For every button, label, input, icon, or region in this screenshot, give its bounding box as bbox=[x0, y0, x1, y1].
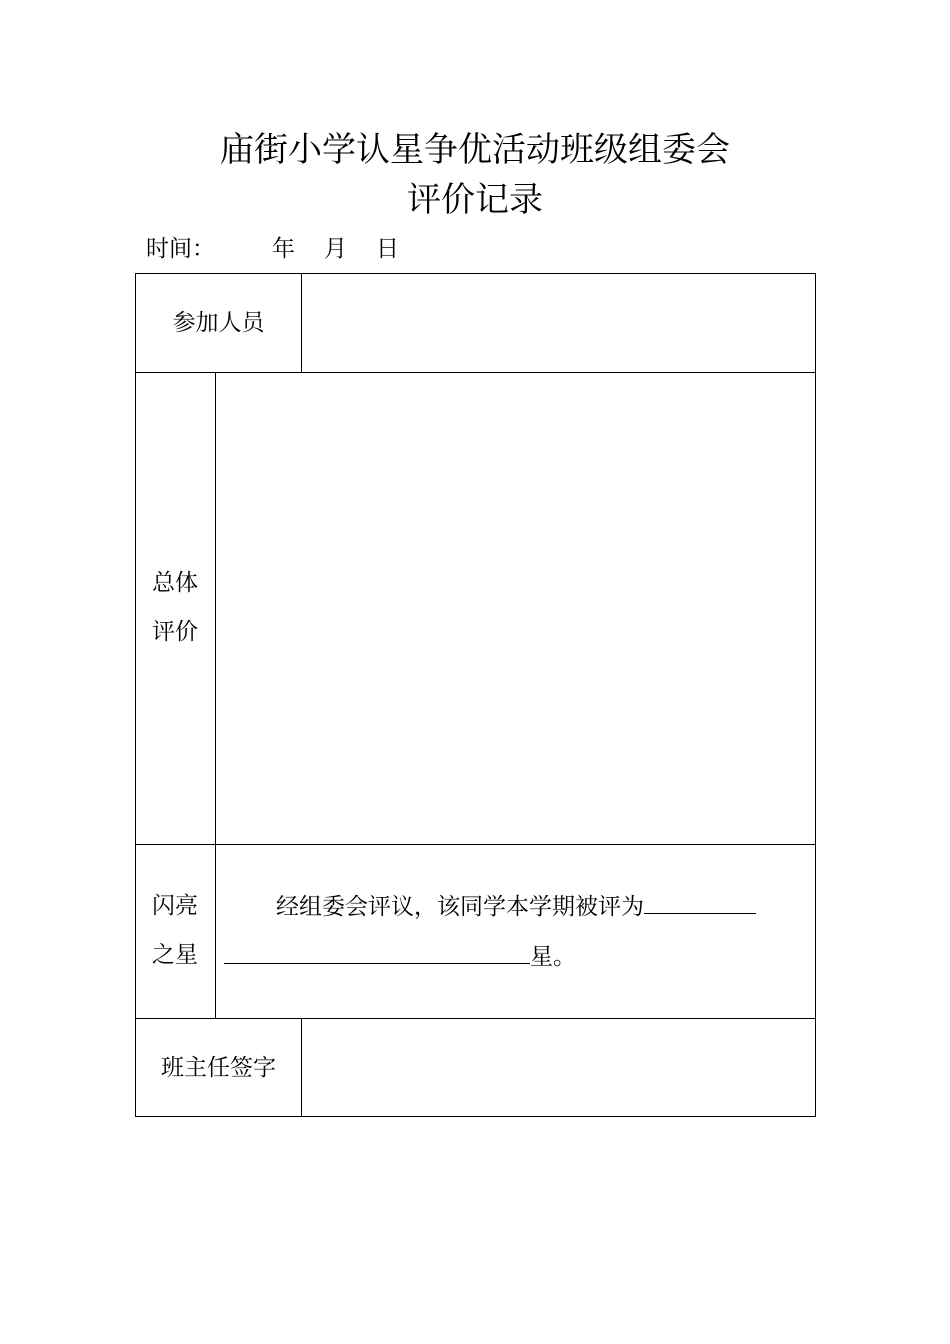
verdict-line-1 bbox=[276, 882, 756, 932]
signature-label: 班主任签字 bbox=[161, 1055, 276, 1081]
date-year-label: 年 bbox=[272, 236, 295, 262]
participants-field[interactable] bbox=[302, 274, 815, 372]
row-divider-2 bbox=[135, 844, 816, 845]
participants-label: 参加人员 bbox=[172, 310, 265, 336]
table-border-right bbox=[815, 273, 816, 1117]
date-month-label: 月 bbox=[324, 236, 347, 262]
overall-evaluation-field[interactable] bbox=[216, 373, 815, 844]
shining-star-label bbox=[135, 882, 215, 980]
document-title: 庙街小学认星争优活动班级组委会 bbox=[220, 130, 730, 170]
verdict-line-2 bbox=[224, 932, 576, 982]
table-border-left bbox=[135, 273, 136, 1117]
star-label-line-1: 闪亮 bbox=[152, 893, 198, 919]
evaluation-form-table bbox=[135, 273, 816, 1117]
verdict-text: 经组委会评议，该同学本学期被评为 bbox=[276, 894, 644, 920]
signature-field[interactable] bbox=[302, 1019, 815, 1116]
star-name-blank-1[interactable] bbox=[644, 883, 756, 914]
date-day-label: 日 bbox=[376, 236, 399, 262]
star-name-blank-2[interactable] bbox=[224, 933, 530, 964]
star-label-line-2: 之星 bbox=[152, 942, 198, 968]
date-label: 时间： bbox=[146, 236, 215, 262]
overall-evaluation-label bbox=[135, 559, 215, 657]
document-subtitle: 评价记录 bbox=[407, 180, 543, 220]
table-border-bottom bbox=[135, 1116, 816, 1117]
verdict-suffix: 星。 bbox=[530, 944, 576, 970]
overall-label-line-1: 总体 bbox=[152, 570, 198, 596]
overall-label-line-2: 评价 bbox=[152, 619, 198, 645]
